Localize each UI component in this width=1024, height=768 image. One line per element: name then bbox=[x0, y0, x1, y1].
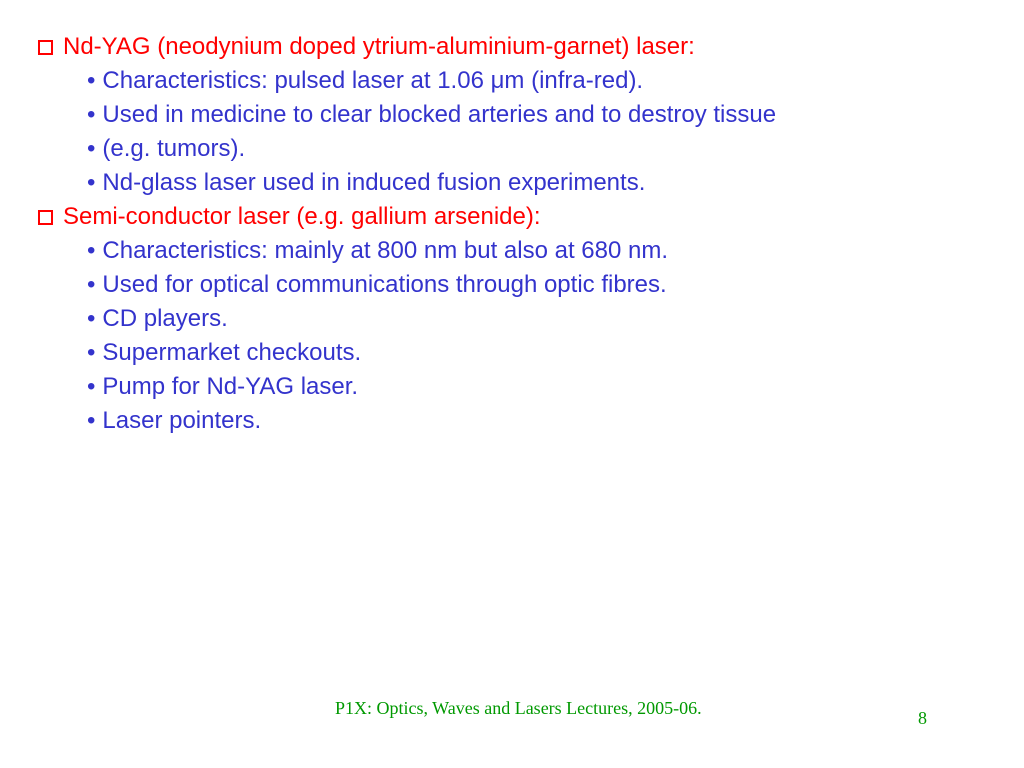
bullet-icon: • bbox=[87, 169, 96, 196]
list-item-text: Laser pointers. bbox=[102, 407, 262, 434]
slide-footer: P1X: Optics, Waves and Lasers Lectures, 2005-06. bbox=[335, 698, 702, 718]
section-heading bbox=[38, 200, 998, 234]
list-item bbox=[38, 166, 998, 200]
section-heading bbox=[38, 30, 998, 64]
list-item-text: Supermarket checkouts. bbox=[102, 339, 362, 366]
hollow-square-bullet-icon bbox=[38, 40, 53, 55]
bullet-icon: • bbox=[87, 271, 96, 298]
list-item bbox=[38, 268, 998, 302]
bullet-icon: • bbox=[87, 135, 96, 162]
sub-list bbox=[38, 64, 998, 200]
list-item bbox=[38, 234, 998, 268]
list-item-text: Nd-glass laser used in induced fusion experiments. bbox=[102, 169, 646, 196]
bullet-icon: • bbox=[87, 237, 96, 264]
bullet-icon: • bbox=[87, 339, 96, 366]
list-item bbox=[38, 336, 998, 370]
section-heading-text: Semi-conductor laser (e.g. gallium arsenide): bbox=[63, 203, 541, 230]
list-item-text: Used for optical communications through optic fibres. bbox=[102, 271, 667, 298]
page-number: 8 bbox=[918, 708, 927, 728]
list-item-text: Used in medicine to clear blocked arteries and to destroy tissue bbox=[102, 101, 777, 128]
section-semiconductor bbox=[38, 200, 998, 438]
bullet-icon: • bbox=[87, 407, 96, 434]
list-item bbox=[38, 132, 998, 166]
list-item-text: CD players. bbox=[102, 305, 228, 332]
list-item-text: Characteristics: mainly at 800 nm but also at 680 nm. bbox=[102, 237, 668, 264]
bullet-icon: • bbox=[87, 67, 96, 94]
list-item bbox=[38, 370, 998, 404]
section-heading-text: Nd-YAG (neodynium doped ytrium-aluminium-garnet) laser: bbox=[63, 33, 695, 60]
bullet-icon: • bbox=[87, 101, 96, 128]
slide-content bbox=[38, 30, 998, 438]
sub-list bbox=[38, 234, 998, 438]
section-nd-yag bbox=[38, 30, 998, 200]
list-item bbox=[38, 404, 998, 438]
list-item bbox=[38, 98, 998, 132]
list-item-text: (e.g. tumors). bbox=[102, 135, 246, 162]
hollow-square-bullet-icon bbox=[38, 210, 53, 225]
list-item bbox=[38, 302, 998, 336]
list-item-text: Characteristics: pulsed laser at 1.06 μm (infra-red). bbox=[102, 67, 644, 94]
bullet-icon: • bbox=[87, 373, 96, 400]
bullet-icon: • bbox=[87, 305, 96, 332]
list-item-text: Pump for Nd-YAG laser. bbox=[102, 373, 359, 400]
list-item bbox=[38, 64, 998, 98]
